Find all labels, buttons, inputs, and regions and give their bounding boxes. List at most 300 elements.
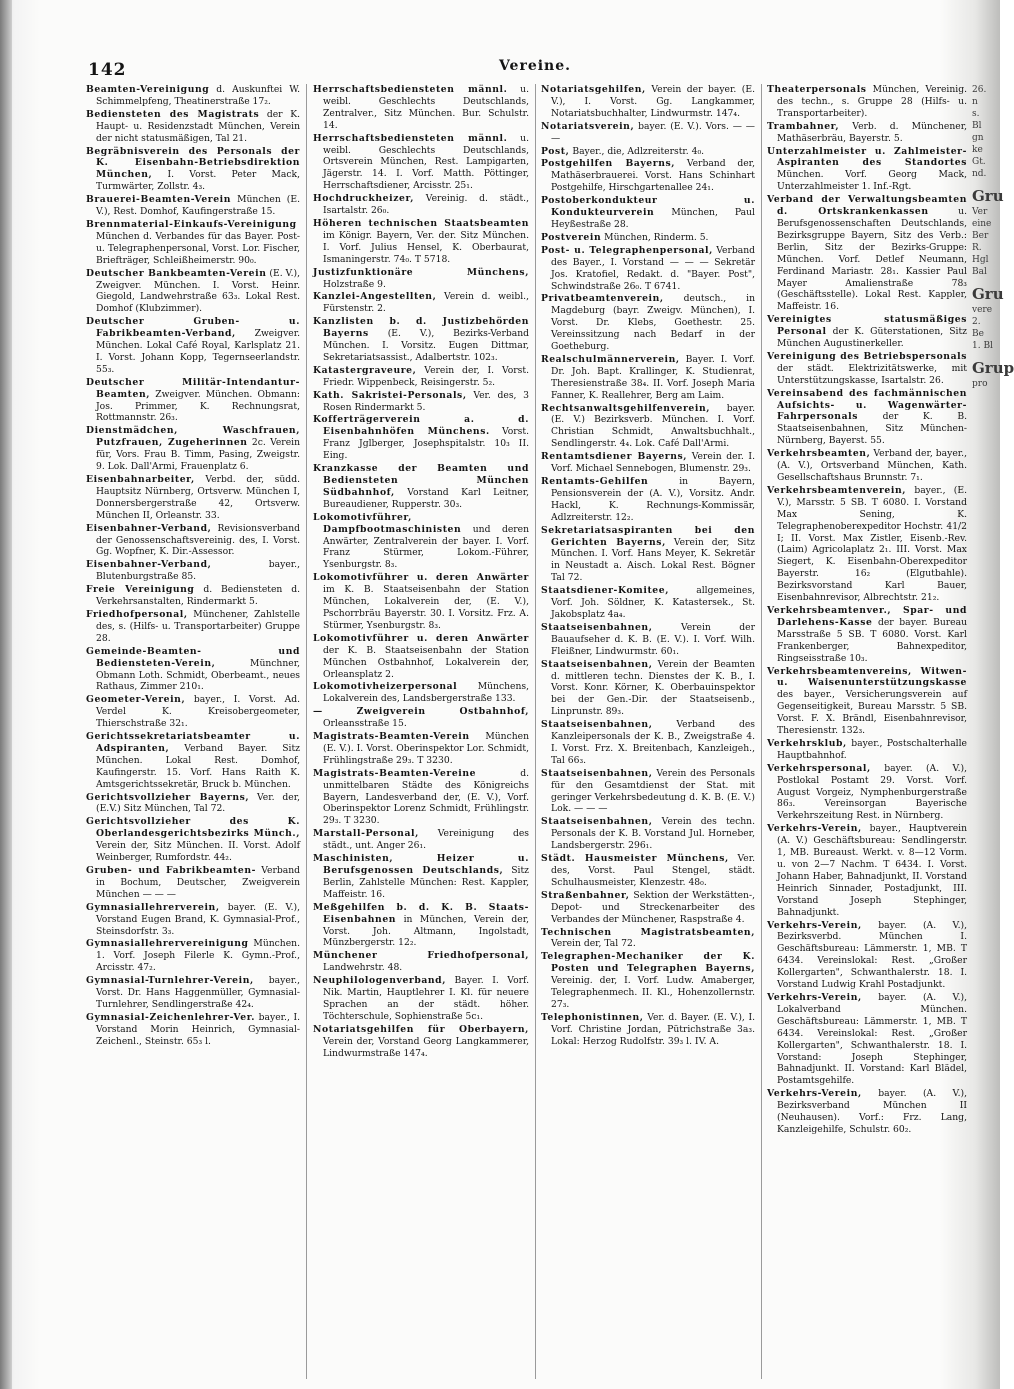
directory-entry <box>541 451 755 475</box>
entry-details: bayer., (E. V.), Marsstr. 5 SB. T 6080. I. Vorstand Max Sening, K. Telegraphenoberexpeditor Hochstr. 41/2 I; II. Vorst. Max Zistler, Eisenb.-Rev. (Laim) Agricolaplatz 2₁. III. Vorst. Max Siegert, K. Eisenbahn-Oberexpeditor Bayerstr. 16₂ (Elgutbahle). Bezirksvorstand Karl Bauer, Eisenbahnrevisor, Albrechtstr. 21₂. <box>777 484 968 604</box>
entry-heading: Staatsdiener-Komitee, <box>541 585 669 597</box>
directory-entry <box>313 390 529 414</box>
directory-entry <box>313 512 529 572</box>
entry-heading: Vereinsabend des fachmännischen Aufsichts- u. Wagenwärter-Fahrpersonals <box>767 387 967 423</box>
directory-entry <box>541 525 755 585</box>
directory-entry <box>313 414 529 462</box>
directory-entry <box>313 316 529 364</box>
directory-entry <box>313 828 529 852</box>
directory-entry <box>767 1088 967 1136</box>
directory-entry <box>767 823 967 918</box>
directory-entry <box>767 351 967 387</box>
entry-details: Landwehrstr. 48. <box>323 962 403 974</box>
entry-details: Bayer. I. Vorf. Nik. Martin, Hauptlehrer I. Kl. für neuere Sprachen an der städt. höher. Töchterschule, Sophienstraße 5c₁. <box>323 975 530 1022</box>
entry-details: Verein der, Tal 72. <box>551 938 636 950</box>
directory-entry <box>541 476 755 524</box>
directory-entry <box>86 938 300 974</box>
entry-heading: Notariatsgehilfen, <box>541 84 646 95</box>
entry-details: bayer., Blutenburgstraße 85. <box>96 559 300 583</box>
entry-heading: Postoberkondukteur u. Kondukteurverein <box>541 195 755 219</box>
entry-heading: Lokomotivführer u. deren Anwärter <box>313 572 529 584</box>
directory-entry <box>313 572 529 632</box>
entry-heading: Herrschaftsbediensteten männl. <box>313 132 508 144</box>
directory-entry <box>86 975 300 1011</box>
directory-entry <box>86 474 300 522</box>
entry-details: Verein der. I. Vorf. Michael Sennebogen, Blumenstr. 29₃. <box>551 451 755 475</box>
entry-details: u. weibl. Geschlechts Deutschlands, Zentralver., Sitz München. Bur. Schulstr. 14. <box>323 84 529 131</box>
directory-entry <box>313 463 529 511</box>
entry-heading: Justizfunktionäre Münchens, <box>313 266 529 278</box>
entry-heading: Neuphilologenverband, <box>313 975 447 987</box>
directory-entry <box>767 146 967 194</box>
entry-details: Vorst. Franz Jglberger, Josephspitalstr. 10₃ II. Eing. <box>323 426 530 462</box>
entry-details: d. Bediensteten d. Verkehrsanstalten, Rindermarkt 5. <box>96 584 301 608</box>
entry-details: in Bayern, Pensionsverein der (A. V.), Vorsitz. Andr. Hackl, K. Rechnungs-Kommissär, Adlzreiterstr. 12₂. <box>551 476 755 523</box>
entry-heading: Lokomotivheizerpersonal <box>313 681 458 693</box>
directory-entry <box>313 902 529 950</box>
entry-heading: Eisenbahner-Verband, <box>86 522 212 534</box>
directory-entry <box>541 927 755 951</box>
entry-heading: Technischen Magistratsbeamten, <box>541 926 755 938</box>
edge-fragment: R. <box>972 243 982 253</box>
entry-details: bayer. (A. V.), Bezirksverband München II (Neuhausen). Vorf.: Frz. Lang, Kanzleigehilfe, Schulstr. 60₂. <box>777 1088 967 1135</box>
directory-entry <box>313 950 529 974</box>
directory-entry <box>767 763 967 823</box>
entry-details: der K. Haupt- u. Residenzstadt München, Verein der nicht statusmäßigen, Tal 21. <box>96 108 300 144</box>
column-rule <box>535 84 536 1379</box>
entry-heading: — Zweigverein Ostbahnhof, <box>313 706 529 718</box>
running-title: Vereine. <box>498 58 572 74</box>
entry-heading: Gerichtsvollzieher Bayerns, <box>86 791 250 803</box>
directory-column-4 <box>767 84 967 1379</box>
directory-entry <box>86 1012 300 1048</box>
entry-heading: Gemeinde-Beamten- und Bediensteten-Verein, <box>86 645 300 669</box>
entry-heading: Verkehrsbeamtenver., Spar- und Darlehens-Kasse <box>767 604 967 628</box>
entry-details: Verband Bayer. Sitz München. Lokal Rest. Domhof, Kaufingerstr. 15. Vorf. Hans Raith K. Amtsgerichtssekretär, Bruck b. München. <box>96 742 301 790</box>
directory-column-2 <box>313 84 529 1379</box>
entry-details: der K. B. Staatseisenbahn der Station München Ostbahnhof, Lokalverein der, Orleansplatz 2. <box>323 644 529 680</box>
directory-entry <box>541 232 755 244</box>
entry-details: Verein der, Sitz München. I. Vorf. Hans Meyer, K. Sekretär in Neustadt a. Aisch. Lokal Rest. Bögner Tal 72. <box>551 536 756 584</box>
entry-details: Verein der Beamten d. mittleren techn. Dienstes der K. B., I. Vorst. Konr. Körner, K. Oberbauinspektor bei der Gen.-Dir. der Staatseisenb., Linprunstr. 89₃. <box>551 658 756 718</box>
entry-heading: Kanzlei-Angestellten, <box>313 291 437 303</box>
entry-heading: Sekretariatsaspiranten bei den Gerichten Bayerns, <box>541 524 755 548</box>
entry-details: Verband des Kanzleipersonals der K. B., Zweigstraße 4. I. Vorst. Frz. X. Breitenbach, Kanzleigeh., Tal 66₃. <box>551 719 755 766</box>
entry-details: München d. Verbandes für das Bayer. Post- u. Telegraphenpersonal, Vorst. Lor. Fischer, Briefträger, Schleißheimerstr. 90₀. <box>96 230 300 266</box>
entry-heading: Gymnasiallehrervereinigung <box>86 938 249 950</box>
entry-heading: Rentamtsdiener Bayerns, <box>541 451 688 463</box>
entry-details: Verb. d. Münchener, Mathäserbräu, Bayerstr. 5. <box>777 120 967 144</box>
edge-fragment: Gru <box>972 187 1004 205</box>
directory-entry <box>541 403 755 451</box>
directory-entry <box>313 365 529 389</box>
directory-entry <box>767 388 967 448</box>
entry-details: im Königr. Bayern, Ver. der. Sitz München. I. Vorf. Julius Hensel, K. Oberbaurat, Ismaningerstr. 74₀. T 5718. <box>323 229 529 265</box>
directory-entry <box>541 245 755 293</box>
directory-entry <box>86 646 300 694</box>
entry-details: Ver. des, 3 Rosen Rindermarkt 5. <box>323 389 530 413</box>
entry-details: bayer. (A. V.), Lokalverband München. Geschäftsbureau: Lämmerstr. 1, MB. T 6434. Vereinslokal: Rest. „Großer Kollergarten", Schwanthalerstr. 18. I. Vorstand: Joseph Stephinger, Bahnadjunkt. II. Vorstand: Karl Blädel, Postamtsgehilfe. <box>777 991 967 1087</box>
entry-heading: Kranzkasse der Beamten und Bediensteten München Südbahnhof, <box>313 463 529 498</box>
column-rule <box>761 84 762 1379</box>
directory-entry <box>767 448 967 484</box>
entry-details: I. Vorst. Peter Mack, Turmwärter, Zollstr. 4₃. <box>96 169 300 193</box>
entry-details: Verbd. der, südd. Hauptsitz Nürnberg, Ortsverw. München I, Donnersbergerstraße 42, Ortsverw. München II, Orleanstr. 33. <box>96 474 300 521</box>
directory-entry <box>86 316 300 376</box>
directory-entry <box>86 584 300 608</box>
entry-details: Verein der, Sitz München. II. Vorst. Adolf Weinberger, Rumfordstr. 44₂. <box>96 840 300 864</box>
directory-entry <box>313 291 529 315</box>
directory-entry <box>541 354 755 402</box>
entry-heading: Gruben- und Fabrikbeamten- <box>86 865 257 876</box>
entry-heading: Vereinigung des Betriebspersonals <box>767 350 967 362</box>
directory-entry <box>86 109 300 145</box>
directory-entry <box>86 219 300 267</box>
directory-entry <box>541 890 755 926</box>
directory-entry <box>541 121 755 145</box>
edge-fragment: Hgl <box>972 255 989 265</box>
entry-details: der städt. Elektrizitätswerke, mit Unterstützungskasse, Isartalstr. 26. <box>777 362 967 386</box>
entry-heading: Eisenbahner-Verband, <box>86 559 212 571</box>
directory-entry <box>541 84 755 120</box>
entry-details: Verein der Bauaufseher d. K. B. (E. V.). I. Vorf. Wilh. Fleißner, Lindwurmstr. 60₁. <box>551 621 755 657</box>
entry-heading: Städt. Hausmeister Münchens, <box>541 853 729 865</box>
entry-details: Vereinig. d. städt., Isartalstr. 26₀. <box>323 193 529 217</box>
column-rule <box>306 84 307 1379</box>
entry-details: bayer. (A. V.), Postlokal Postamt 29. Vorst. Vorf. August Vorgeiz, Nymphenburgerstraße 86₃. Vereinsorgan Bayerische Verkehrszeitung Rest. in Nürnberg. <box>777 762 967 822</box>
entry-heading: Straßenbahner, <box>541 889 630 901</box>
entry-details: Verein der, I. Vorst. Friedr. Wippenbeck, Reisingerstr. 5₂. <box>323 364 530 388</box>
entry-heading: Herrschaftsbediensteten männl. <box>313 84 508 95</box>
entry-heading: Trambahner, <box>767 120 840 132</box>
entry-heading: Staatseisenbahnen, <box>541 658 653 670</box>
directory-entry <box>541 293 755 353</box>
directory-entry <box>86 609 300 645</box>
directory-entry <box>541 585 755 621</box>
entry-heading: Postgehilfen Bayerns, <box>541 158 676 170</box>
directory-entry <box>767 194 967 313</box>
directory-entry <box>541 816 755 852</box>
directory-entry <box>541 768 755 816</box>
entry-heading: Deutscher Bankbeamten-Verein <box>86 267 267 279</box>
directory-entry <box>86 559 300 583</box>
entry-details: Bayer. I. Vorf. Dr. Joh. Bapt. Krallinger, K. Studienrat, Theresienstraße 38₄. II. Vorf. Joseph Maria Fanner, K. Reallehrer, Berg am Laim. <box>551 353 756 401</box>
entry-heading: Telegraphen-Mechaniker der K. Posten und Telegraphen Bayerns, <box>541 951 755 975</box>
entry-details: Sitz Berlin, Zahlstelle München: Rest. Kappler, Maffeistr. 16. <box>323 865 529 900</box>
edge-fragment: pro <box>972 379 988 389</box>
entry-details: Verband der, bayer., (A. V.), Ortsverband München, Kath. Gesellschaftshaus Brunnstr. 7₁. <box>777 448 967 483</box>
directory-entry <box>767 605 967 665</box>
directory-entry <box>541 146 755 158</box>
directory-entry <box>313 193 529 217</box>
entry-heading: Brauerei-Beamten-Verein <box>86 194 232 206</box>
entry-heading: Rechtsanwaltsgehilfenverein, <box>541 402 711 414</box>
entry-heading: Münchener Friedhofpersonal, <box>313 950 529 962</box>
edge-fragment: Ver <box>972 207 988 217</box>
entry-heading: Freie Vereinigung <box>86 584 195 596</box>
directory-entry <box>313 218 529 266</box>
entry-details: der K. B. Staatseisenbahnen, Sitz München-Nürnberg, Bayerst. 55. <box>777 411 967 447</box>
entry-heading: Hochdruckheizer, <box>313 193 415 205</box>
next-page-edge-fragments <box>972 84 1014 1379</box>
entry-details: Verein des techn. Personals der K. B. Vorstand Jul. Horneber, Landsbergerstr. 296₁. <box>551 816 755 852</box>
entry-heading: Realschulmännerverein, <box>541 353 680 365</box>
edge-fragment: Grup <box>972 359 1014 377</box>
entry-details: deutsch., in Magdeburg (bayr. Zweigv. München), I. Vorst. Dr. Klebs, Goethestr. 25. Vereinssitzung nach Bedarf in der Goetheburg. <box>551 293 756 353</box>
entry-heading: Meßgehilfen b. d. K. B. Staats-Eisenbahnen <box>313 901 529 925</box>
edge-fragment: Be <box>972 329 984 339</box>
entry-heading: Gerichtsvollzieher des K. Oberlandesgerichtsbezirks Münch., <box>86 816 300 840</box>
entry-details: München (E. V.). I. Vorst. Oberinspektor Lor. Schmidt, Frühlingstraße 29₃. T 3230. <box>323 731 529 766</box>
directory-entry <box>541 853 755 889</box>
entry-details: München, Paul Heyßestraße 28. <box>551 207 755 230</box>
entry-details: bayer., Hauptverein (A. V.) Geschäftsbureau: Sendlingerstr. 1, MB. Bureaust. Werkt. v. 8—12 Vorm. u. von 2—7 Nachm. T 6434. I. Vorst. Johann Haber, Bahnadjunkt, II. Vorstand Heinrich Sinnader, Postadjunkt, III. Vorstand Joseph Stephinger, Bahnadjunkt. <box>777 823 967 918</box>
entry-heading: Verkehrsbeamtenverein, <box>767 484 907 496</box>
directory-entry <box>541 158 755 194</box>
entry-details: Holzstraße 9. <box>323 278 386 290</box>
entry-details: bayer., Vorst. Dr. Hans Haggenmüller, Gymnasial-Turnlehrer, Sendlingerstraße 42₄. <box>96 975 300 1010</box>
entry-heading: Staatseisenbahnen, <box>541 621 653 633</box>
directory-entry <box>541 951 755 1011</box>
entry-heading: Gymnasiallehrerverein, <box>86 901 220 913</box>
entry-details: Ver. des, Vorst. Paul Stengel, städt. Schulhausmeister, Klenzestr. 48₀. <box>551 853 755 888</box>
entry-details: der K. Güterstationen, Sitz München Augustinerkeller. <box>777 326 968 350</box>
entry-heading: Verkehrs-Verein, <box>767 1088 862 1100</box>
entry-heading: Brennmaterial-Einkaufs-Vereinigung <box>86 218 297 230</box>
directory-column-1 <box>86 84 300 1379</box>
entry-details: d. unmittelbaren Städte des Königreichs Bayern, Landesverband der, (E. V.), Vorf. Oberinspektor Lorenz Schmidt, Frühlingstr. 29₃. T 3230. <box>323 767 529 827</box>
entry-heading: Staatseisenbahnen, <box>541 767 653 779</box>
directory-entry <box>541 195 755 231</box>
entry-heading: Begräbnisverein des Personals der K. Eisenbahn-Betriebsdirektion München, <box>86 145 300 181</box>
directory-entry <box>313 133 529 193</box>
entry-heading: Lokomotivführer u. deren Anwärter <box>313 632 529 644</box>
entry-heading: Kanzlisten b. d. Justizbehörden Bayerns <box>313 316 529 340</box>
directory-entry <box>313 633 529 681</box>
edge-fragment: eine <box>972 219 992 229</box>
directory-entry <box>313 768 529 828</box>
entry-heading: Maschinisten, Heizer u. Berufsgenossen Deutschlands, <box>313 853 529 876</box>
entry-heading: Magistrats-Beamten-Vereine <box>313 767 477 779</box>
entry-heading: Post- u. Telegraphenpersonal, <box>541 244 713 256</box>
directory-entry <box>86 865 300 901</box>
entry-heading: Rentamts-Gehilfen <box>541 476 649 487</box>
entry-details: d. Auskunftei W. Schimmelpfeng, Theatinerstraße 17₂. <box>96 84 300 107</box>
directory-entry <box>767 84 967 120</box>
directory-entry <box>313 706 529 730</box>
directory-entry <box>541 1012 755 1048</box>
entry-heading: Marstall-Personal, <box>313 828 419 840</box>
entry-details: bayer. (A. V.), Bezirksverbd. München I. Geschäftsbureau: Lämmerstr. 1, MB. T 6434. Vereinslokal: Rest. „Großer Kollergarten", Schwanthalerstr. 18. I. Vorstand Ludwig Krahl Postadjunkt. <box>777 919 967 991</box>
entry-heading: Verkehrsbeamtenvereins, Witwen- u. Waisenunterstützungskasse <box>767 665 967 689</box>
entry-heading: Gerichtssekretariatsbeamter u. Adspiranten, <box>86 731 300 754</box>
directory-entry <box>86 523 300 559</box>
entry-heading: Bediensteten des Magistrats <box>86 108 260 120</box>
entry-heading: Verkehrsbeamten, <box>767 448 871 460</box>
entry-details: allgemeines, Vorf. Joh. Söldner, K. Katastersek., St. Jakobsplatz 4a₄. <box>551 585 755 620</box>
entry-heading: Gymnasial-Turnlehrer-Verein, <box>86 975 254 987</box>
entry-heading: Telephonistinnen, <box>541 1011 644 1023</box>
entry-details: (E. V.), Bezirks-Verband München. I. Vorsitz. Eugen Dittmar, Sekretariatsassist., Adalbertstr. 102₃. <box>323 328 530 363</box>
entry-details: Bayer., die, Adlzreiterstr. 4₀. <box>572 145 705 157</box>
entry-heading: Höheren technischen Staatsbeamten <box>313 217 529 229</box>
edge-fragment: Gru <box>972 285 1004 303</box>
directory-entry <box>86 146 300 194</box>
entry-details: Vereinig. der, I. Vorf. Ludw. Amaberger, Telegraphenmech. II. Kl., Hohenzollernstr. 27₃. <box>551 975 755 1010</box>
entry-details: Verein des Personals für den Gesamtdienst der Stat. mit geringer Verkehrsbedeutung d. K. B. (E. V.) Lok. — — — <box>551 767 755 815</box>
directory-entry <box>86 694 300 730</box>
edge-fragment: s. <box>972 109 980 119</box>
entry-details: im K. B. Staatseisenbahn der Station München, Lokalverein der, (E. V.), Pschorrbräu Bayerstr. 30. I. Vorsitz. Frz. A. Stürmer, Ysenburgstr. 8₃. <box>323 584 529 631</box>
directory-entry <box>767 485 967 604</box>
directory-entry <box>86 194 300 218</box>
directory-entry <box>86 792 300 816</box>
entry-heading: Verkehrsklub, <box>767 737 847 749</box>
entry-heading: Eisenbahnarbeiter, <box>86 474 195 485</box>
entry-details: bayer., Postschalterhalle Hauptbahnhof. <box>777 737 967 761</box>
entry-details: der bayer. Bureau Marsstraße 5 SB. T 6080. Vorst. Karl Frankenberger, Bahnexpeditor, Ringseisstraße 10₃. <box>777 616 967 664</box>
directory-entry <box>767 121 967 145</box>
directory-entry <box>86 902 300 938</box>
directory-entry <box>767 992 967 1087</box>
entry-heading: Post, <box>541 145 570 157</box>
entry-details: Ver. der, (E.V.) Sitz München, Tal 72. <box>96 791 300 815</box>
entry-heading: Staatseisenbahnen, <box>541 816 653 828</box>
directory-entry <box>86 84 300 108</box>
entry-details: u. Berufsgenossenschaften Deutschlands, Bezirksgruppe Bayern, Sitz des Verb.: Berlin, Sitz der Bezirks-Gruppe: München. Vorf. Detlef Neumann, Ferdinand Mariastr. 28₁. Kassier Paul Mayer Amalienstraße 78₃ (Geschäftsstelle). Lokal Rest. Kappler, Maffeistr. 16. <box>777 206 968 313</box>
entry-details: Verein der bayer. (E. V.), I. Vorst. Gg. Langkammer, Notariatsbuchhalter, Lindwurmstr. 147₄. <box>551 84 756 119</box>
entry-details: Verein der, Vorstand Georg Langkammerer, Lindwurmstraße 147₄. <box>323 1035 529 1059</box>
directory-entry <box>767 314 967 350</box>
entry-details: Vereinigung des städt., unt. Anger 26₁. <box>323 828 530 852</box>
directory-entry <box>86 268 300 316</box>
entry-details: bayer. (E. V.) Bezirksverb. München. I. Vorf. Christian Schmidt, Anwaltsbuchhalt., Sendlingerstr. 4₄. Lok. Café Dall'Armi. <box>551 402 755 450</box>
entry-details: München (E. V.), Rest. Domhof, Kaufingerstraße 15. <box>96 194 300 218</box>
directory-entry <box>767 920 967 991</box>
entry-heading: Geometer-Verein, <box>86 694 186 706</box>
entry-heading: Kofferträgerverein a. d. Eisenbahnhöfen Münchens. <box>313 414 529 438</box>
entry-details: Münchener, Zahlstelle des, s. (Hilfs- u. Transportarbeiter) Gruppe 28. <box>96 608 300 644</box>
entry-heading: Notariatsgehilfen für Oberbayern, <box>313 1023 529 1035</box>
directory-entry <box>313 853 529 901</box>
entry-heading: Beamten-Vereinigung <box>86 84 210 95</box>
book-spine-shadow <box>0 0 12 1389</box>
entry-heading: Magistrats-Beamten-Verein <box>313 731 470 743</box>
entry-details: Revisionsverband der Genossenschaftsvereinig. des, I. Vorst. Gg. Wopfner, K. Dir.-Assessor. <box>96 522 300 558</box>
entry-details: 2c. Verein für, Vors. Frau B. Timm, Pasing, Zweigstr. 9. Lok. Dall'Armi, Frauenplatz 6. <box>96 437 300 473</box>
entry-details: in München, Verein der, Vorst. Joh. Altmann, Ingolstadt, Münzbergerstr. 12₂. <box>323 913 530 949</box>
entry-heading: Lokomotivführer, Dampfbootmaschinisten <box>313 511 462 535</box>
entry-heading: Postverein <box>541 231 602 243</box>
directory-entry <box>86 816 300 864</box>
entry-heading: Verkehrs-Verein, <box>767 823 862 835</box>
edge-fragment: Bal <box>972 267 987 277</box>
directory-column-3 <box>541 84 755 1379</box>
entry-details: Zweigver. München. Obmann: Jos. Primmer, K. Rechnungsrat, Rottmannstr. 26₃. <box>96 388 301 424</box>
entry-details: Orleansstraße 15. <box>323 718 407 730</box>
edge-fragment: 2. <box>972 317 981 327</box>
edge-fragment: gn <box>972 133 984 143</box>
entry-heading: Staatseisenbahnen, <box>541 719 653 731</box>
directory-entry <box>767 738 967 762</box>
entry-heading: Gymnasial-Zeichenlehrer-Ver. <box>86 1011 256 1023</box>
entry-heading: Kath. Sakristei-Personals, <box>313 389 467 401</box>
entry-details: Ver. d. Bayer. (E. V.), I. Vorf. Christine Jordan, Pütrichstraße 3a₃. Lokal: Herzog Rudolfstr. 39₃ l. IV. A. <box>551 1011 755 1047</box>
entry-details: bayer. (E. V.), Vorstand Eugen Brand, K. Gymnasial-Prof., Steinsdorfstr. 3₃. <box>96 901 300 937</box>
edge-fragment: Gt. <box>972 157 986 167</box>
entry-details: München, Vereinig. des techn., s. Gruppe 28 (Hilfs- u. Transportarbeiter). <box>777 84 968 119</box>
entry-details: Verband der, Mathäserbrauerei. Vorst. Hans Schinhart Postgehilfe, Hirschgartenallee 24₁. <box>551 158 755 194</box>
entry-heading: Verkehrspersonal, <box>767 762 871 774</box>
entry-heading: Dienstmädchen, Waschfrauen, Putzfrauen, Zugeherinnen <box>86 425 300 449</box>
entry-details: Zweigver. München. Lokal Café Royal, Karlsplatz 21. I. Vorst. Johann Kopp, Tegernseerlandstr. 55₃. <box>96 328 300 375</box>
entry-details: und deren Anwärter, Zentralverein der bayer. I. Vorf. Franz Stürmer, Lokom.-Führer, Ysenburgstr. 8₃. <box>323 523 530 571</box>
directory-entry <box>313 84 529 132</box>
entry-heading: Vereinigtes statusmäßiges Personal <box>767 314 967 338</box>
edge-fragment: Ber <box>972 231 989 241</box>
directory-entry <box>313 681 529 705</box>
page-number: 142 <box>88 60 127 80</box>
entry-details: (E. V.), Zweigver. München. I. Vorst. Heinr. Giegold, Landwehrstraße 63₃. Lokal Rest. Domhof (Klubzimmer). <box>96 267 300 315</box>
edge-fragment: n <box>972 97 978 107</box>
entry-details: München. 1. Vorf. Joseph Filerle K. Gymn.-Prof., Arcisstr. 47₂. <box>96 938 300 974</box>
entry-details: Verband in Bochum, Deutscher, Zweigverein München — — — <box>96 865 301 900</box>
entry-heading: Deutscher Militär-Intendantur-Beamten, <box>86 376 300 400</box>
entry-details: Verband des Bayer., I. Vorstand — — — Sekretär Jos. Kratofiel, Redakt. d. "Bayer. Post", Schwindstraße 26₀. T 6741. <box>551 244 755 292</box>
directory-entry <box>541 622 755 658</box>
directory-entry <box>313 975 529 1023</box>
directory-entry <box>767 666 967 737</box>
entry-heading: Theaterpersonals <box>767 84 867 95</box>
entry-details: u. weibl. Geschlechts Deutschlands, Ortsverein München, Rest. Lampigarten, Jägerstr. 14. I. Vorf. Matth. Pöttinger, Herrschaftsdiener, Arcisstr. 25₁. <box>323 132 529 192</box>
entry-details: bayer. (E. V.). Vors. — — — <box>551 120 755 144</box>
entry-heading: Unterzahlmeister u. Zahlmeister-Aspiranten des Standortes <box>767 145 967 169</box>
edge-fragment: vere <box>972 305 993 315</box>
edge-fragment: nd. <box>972 169 987 179</box>
entry-details: Sektion der Werkstätten-, Depot- und Streckenarbeiter des Verbandes der Münchener, Raspstraße 4. <box>551 889 756 925</box>
entry-heading: Verkehrs-Verein, <box>767 919 862 931</box>
entry-details: Münchner, Obmann Loth. Schmidt, Oberbeamt., neues Rathaus, Zimmer 210₁. <box>96 657 300 693</box>
entry-heading: Privatbeamtenverein, <box>541 293 664 305</box>
entry-heading: Deutscher Gruben- u. Fabrikbeamten-Verband, <box>86 316 300 340</box>
entry-heading: Notariatsverein, <box>541 120 635 132</box>
directory-entry <box>541 659 755 719</box>
entry-details: bayer., I. Vorst. Ad. Verdel K. Kreisobergeometer, Thierschstraße 32₁. <box>96 694 301 730</box>
entry-details: Vorstand Karl Leitner, Bureaudiener, Rupperstr. 30₃. <box>323 486 529 510</box>
edge-fragment: ke <box>972 145 983 155</box>
entry-heading: Verband der Verwaltungsbeamten d. Ortskrankenkassen <box>767 194 967 218</box>
directory-entry <box>86 731 300 791</box>
edge-fragment: 26. <box>972 85 987 95</box>
directory-entry <box>541 719 755 767</box>
entry-details: Münchens, Lokalverein des, Landsbergerstraße 133. <box>323 681 529 705</box>
entry-heading: Verkehrs-Verein, <box>767 991 862 1003</box>
entry-details: München, Rinderm. 5. <box>604 231 709 243</box>
entry-heading: Katastergraveure, <box>313 364 417 376</box>
entry-heading: Friedhofpersonal, <box>86 608 188 620</box>
directory-entry <box>313 731 529 767</box>
entry-details: Verein d. weibl., Fürstenstr. 2. <box>323 291 529 315</box>
entry-details: bayer., I. Vorstand Morin Heinrich, Gymnasial-Zeichenl., Steinstr. 65₃ l. <box>96 1011 300 1047</box>
edge-fragment: Bl <box>972 121 982 131</box>
directory-entry <box>86 377 300 425</box>
entry-details: des bayer., Versicherungsverein auf Gegenseitigkeit, Bureau Marsstr. 5 SB. Vorst. F. X. Brändl, Eisenbahnrevisor, Theresienstr. 132₃. <box>777 689 967 737</box>
directory-entry <box>313 1024 529 1060</box>
directory-entry <box>313 267 529 291</box>
directory-entry <box>86 425 300 473</box>
entry-details: München. Vorf. Georg Mack, Unterzahlmeister 1. Inf.-Rgt. <box>777 169 967 193</box>
edge-fragment: 1. Bl <box>972 341 993 351</box>
